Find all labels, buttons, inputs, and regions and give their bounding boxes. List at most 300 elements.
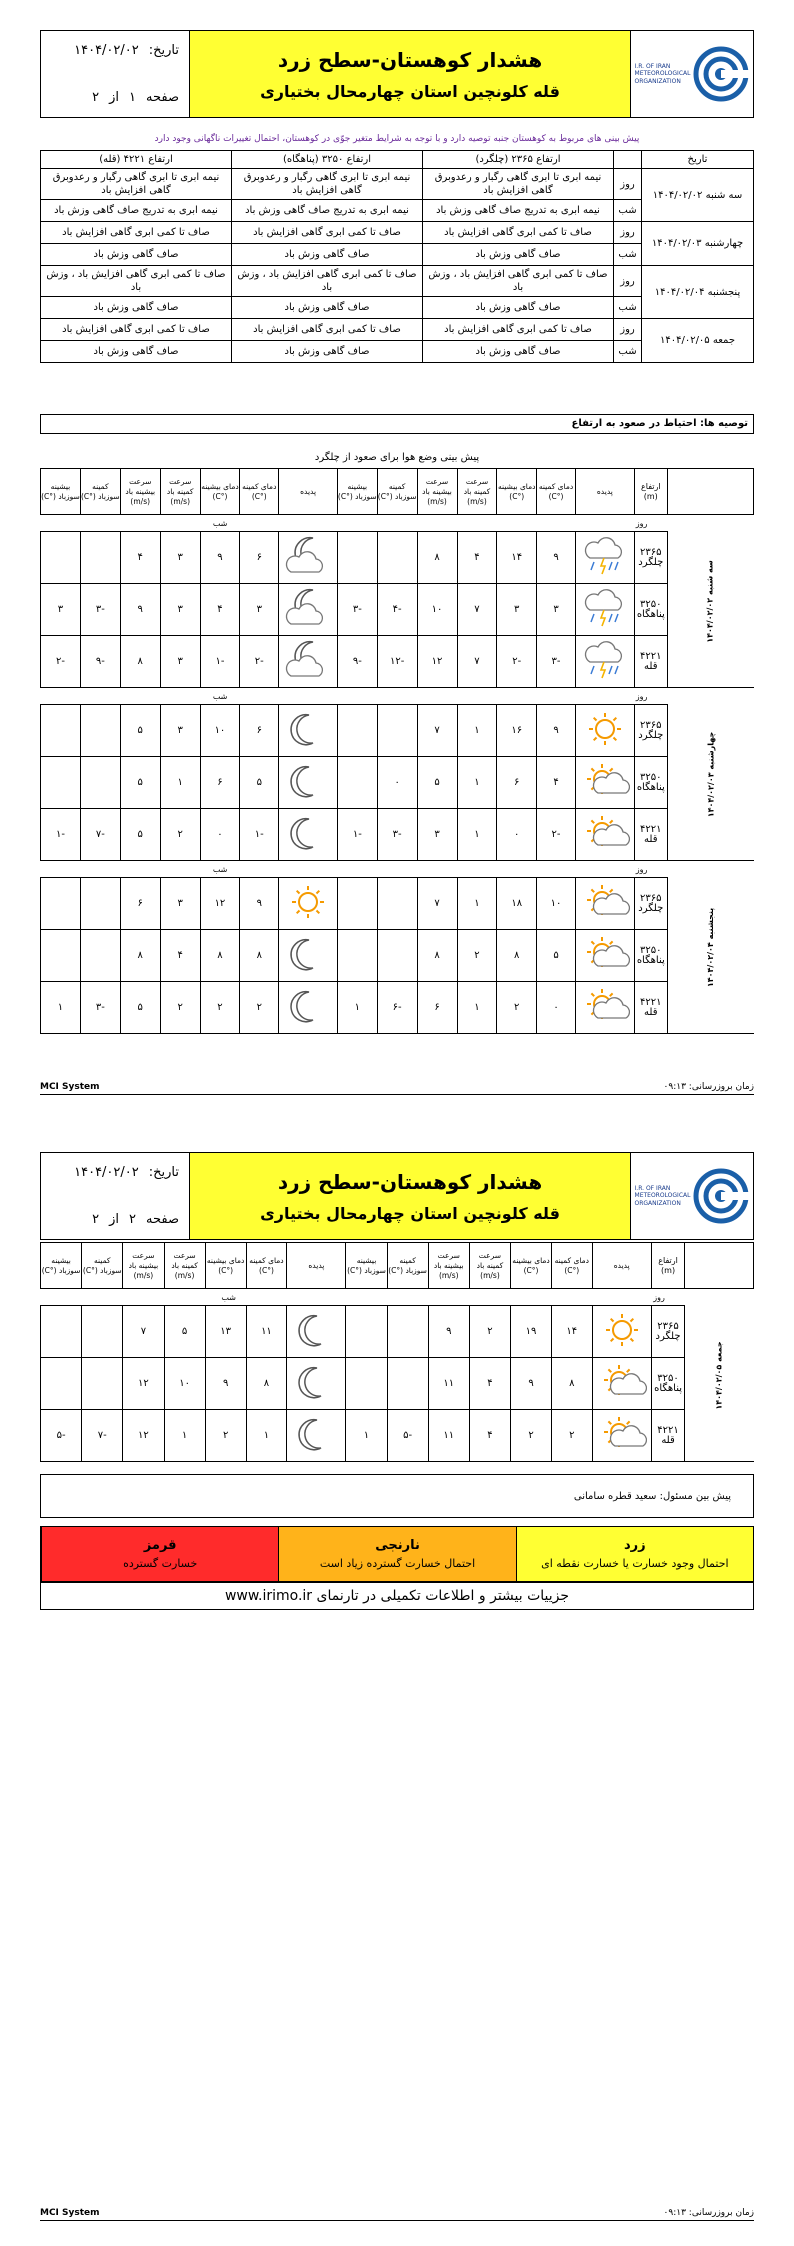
sun-cloud-icon	[576, 809, 635, 861]
page-number: ۱	[129, 90, 137, 105]
forecast-day-label: جمعه ۱۴۰۴/۰۲/۰۵	[714, 1340, 724, 1410]
summary-cell: روز	[614, 222, 642, 244]
night-value: ۳	[160, 878, 200, 930]
forecast-header-day	[685, 1243, 754, 1289]
forecast-header: سرعت بیشینه باد (m/s)	[123, 1243, 164, 1289]
night-value: ۳	[160, 636, 200, 688]
forecast-day	[667, 515, 753, 688]
logo	[630, 1153, 753, 1239]
night-value: -۱	[240, 809, 279, 861]
summary-header: ارتفاع ۴۲۲۱ (قله)	[41, 151, 232, 169]
forecast-day-label: پنجشنبه ۱۴۰۴/۰۲/۰۴	[706, 907, 716, 987]
night-value	[41, 1358, 82, 1410]
summary-date: جمعه ۱۴۰۴/۰۲/۰۵	[642, 319, 754, 363]
summary-cell: صاف گاهی وزش باد	[41, 297, 232, 319]
logo	[630, 31, 753, 117]
night-value: -۷	[82, 1410, 123, 1462]
summary-cell: صاف گاهی وزش باد	[232, 341, 423, 363]
summary-header: تاریخ	[642, 151, 754, 169]
level-name: زرد	[624, 1538, 646, 1553]
sun-cloud-icon	[576, 757, 635, 809]
night-value	[80, 532, 120, 584]
night-value: ۱۲	[200, 878, 240, 930]
summary-cell: صاف تا کمی ابری گاهی افزایش باد ، وزش باد	[41, 266, 232, 297]
forecast-header: دمای کمینه (°C)	[246, 1243, 287, 1289]
level-desc: احتمال وجود خسارت یا خسارت نقطه ای	[541, 1557, 729, 1570]
day-value: ۳	[497, 584, 537, 636]
forecast-day-label: سه شنبه ۱۴۰۴/۰۲/۰۲	[706, 559, 716, 643]
forecast-row	[41, 532, 754, 584]
day-value: ۷	[457, 584, 497, 636]
night-label: شب	[41, 688, 338, 705]
summary-cell: صاف گاهی وزش باد	[232, 297, 423, 319]
moon-icon	[279, 809, 338, 861]
website-link[interactable]: جزییات بیشتر و اطلاعات تکمیلی در تارنمای www.irimo.ir	[40, 1582, 754, 1610]
night-value: ۵	[164, 1306, 205, 1358]
altitude: ۳۲۵۰ پناهگاه	[651, 1358, 685, 1410]
summary-row	[41, 266, 754, 297]
forecast-row	[41, 584, 754, 636]
day-value: ۰	[537, 982, 576, 1034]
night-value: ۵	[120, 982, 160, 1034]
night-value: ۲	[160, 982, 200, 1034]
update-time: زمان بروزرسانی: ۰۹:۱۳	[663, 1082, 754, 1092]
forecast-header: بیشینه سوزباد (°C)	[337, 469, 377, 515]
system-name: MCI System	[40, 1082, 100, 1092]
night-value: ۵	[120, 705, 160, 757]
day-value	[377, 930, 417, 982]
night-value: ۶	[240, 532, 279, 584]
of-word: از	[109, 1212, 120, 1227]
date-value: ۱۴۰۴/۰۲/۰۲	[74, 1165, 139, 1180]
summary-header: ارتفاع ۲۳۶۵ (چلگرد)	[423, 151, 614, 169]
night-value: ۱	[164, 1410, 205, 1462]
altitude: ۲۳۶۵ چلگرد	[634, 705, 667, 757]
storm-icon	[576, 532, 635, 584]
page2-header	[40, 1152, 754, 1240]
forecast-day	[667, 861, 753, 1034]
forecast-row	[41, 982, 754, 1034]
night-value: ۲	[200, 982, 240, 1034]
night-value	[82, 1306, 123, 1358]
forecast-header: دمای بیشینه (°C)	[200, 469, 240, 515]
night-value: ۸	[240, 930, 279, 982]
forecast-header: سرعت بیشینه باد (m/s)	[120, 469, 160, 515]
day-value: ۱	[457, 705, 497, 757]
day-value: ۸	[417, 532, 457, 584]
altitude: ۴۲۲۱ قله	[634, 982, 667, 1034]
day-value: ۸	[417, 930, 457, 982]
forecast-header: پدیده	[592, 1243, 651, 1289]
logo-text: I.R. OF IRAN METEOROLOGICAL ORGANIZATION	[634, 1184, 691, 1207]
forecast-header: دمای کمینه (°C)	[240, 469, 279, 515]
summary-row	[41, 169, 754, 200]
day-value: ۸	[497, 930, 537, 982]
day-value: ۳	[417, 809, 457, 861]
day-value: ۶	[497, 757, 537, 809]
forecast-header: کمینه سوزباد (°C)	[387, 1243, 428, 1289]
page2-footer	[40, 2208, 754, 2221]
page-number: ۲	[129, 1212, 137, 1227]
summary-cell: روز	[614, 266, 642, 297]
day-value: -۱۲	[377, 636, 417, 688]
night-value: -۲	[41, 636, 81, 688]
summary-cell: نیمه ابری به تدریج صاف گاهی وزش باد	[41, 200, 232, 222]
day-value	[346, 1306, 387, 1358]
forecast-row	[41, 636, 754, 688]
summary-cell: نیمه ابری تا ابری گاهی رگبار و رعدوبرق گاهی افزایش باد	[423, 169, 614, 200]
summary-date: چهارشنبه ۱۴۰۴/۰۲/۰۳	[642, 222, 754, 266]
summary-cell: نیمه ابری تا ابری گاهی رگبار و رعدوبرق گاهی افزایش باد	[41, 169, 232, 200]
of-word: از	[109, 90, 120, 105]
night-value: -۷	[80, 809, 120, 861]
altitude: ۴۲۲۱ قله	[634, 809, 667, 861]
level-name: قرمز	[143, 1538, 177, 1553]
day-value: ۱	[346, 1410, 387, 1462]
sun-cloud-icon	[592, 1410, 651, 1462]
night-value	[80, 757, 120, 809]
day-value: ۵	[537, 930, 576, 982]
summary-cell: شب	[614, 341, 642, 363]
sun-cloud-icon	[576, 930, 635, 982]
day-value: ۱	[457, 757, 497, 809]
storm-icon	[576, 636, 635, 688]
night-value: ۱	[160, 757, 200, 809]
night-value: -۹	[80, 636, 120, 688]
storm-icon	[576, 584, 635, 636]
moon-icon	[279, 705, 338, 757]
sun-cloud-icon	[576, 878, 635, 930]
night-value	[80, 878, 120, 930]
summary-cell: صاف تا کمی ابری گاهی افزایش باد	[232, 319, 423, 341]
night-value: ۶	[240, 705, 279, 757]
page-total: ۲	[92, 90, 100, 105]
day-value: ۱	[457, 809, 497, 861]
night-label: شب	[41, 861, 338, 878]
forecast-header: سرعت کمینه باد (m/s)	[457, 469, 497, 515]
summary-cell: روز	[614, 169, 642, 200]
summary-row	[41, 222, 754, 244]
day-night-row	[41, 515, 754, 532]
night-value: -۱	[41, 809, 81, 861]
summary-cell: صاف گاهی وزش باد	[423, 297, 614, 319]
day-value: -۵	[387, 1410, 428, 1462]
night-value	[41, 705, 81, 757]
altitude: ۳۲۵۰ پناهگاه	[634, 757, 667, 809]
summary-cell: صاف گاهی وزش باد	[41, 341, 232, 363]
night-value	[80, 930, 120, 982]
day-value	[346, 1358, 387, 1410]
day-value: ۸	[551, 1358, 592, 1410]
night-value	[82, 1358, 123, 1410]
day-value: -۶	[377, 982, 417, 1034]
day-value: ۱	[337, 982, 377, 1034]
forecast-row	[41, 1306, 754, 1358]
summary-date: پنجشنبه ۱۴۰۴/۰۲/۰۴	[642, 266, 754, 319]
forecast-header: پدیده	[576, 469, 635, 515]
day-value: ۲	[497, 982, 537, 1034]
summary-cell: روز	[614, 319, 642, 341]
day-label: روز	[337, 515, 667, 532]
night-value: ۱۱	[246, 1306, 287, 1358]
night-value: ۲	[205, 1410, 246, 1462]
night-value: ۵	[120, 757, 160, 809]
night-value: ۱	[246, 1410, 287, 1462]
altitude: ۳۲۵۰ پناهگاه	[634, 584, 667, 636]
forecast-day	[685, 1289, 754, 1462]
level-desc: خسارت گسترده	[123, 1557, 198, 1570]
forecast-header: بیشینه سوزباد (°C)	[346, 1243, 387, 1289]
forecast-header-row	[41, 469, 754, 515]
forecast-table-1	[40, 468, 754, 1034]
page1-footer	[40, 1082, 754, 1095]
day-value: ۹	[537, 705, 576, 757]
summary-header: ارتفاع ۳۲۵۰ (پناهگاه)	[232, 151, 423, 169]
page-total: ۲	[92, 1212, 100, 1227]
day-value: ۹	[537, 532, 576, 584]
day-value: ۴	[457, 532, 497, 584]
forecast-header: ارتفاع (m)	[651, 1243, 685, 1289]
irimo-logo-icon	[693, 1168, 749, 1224]
day-value: -۲	[497, 636, 537, 688]
night-value	[41, 878, 81, 930]
day-value	[387, 1358, 428, 1410]
altitude: ۴۲۲۱ قله	[651, 1410, 685, 1462]
day-value	[377, 878, 417, 930]
day-value: -۴	[377, 584, 417, 636]
day-label: روز	[346, 1289, 685, 1306]
forecast-header: سرعت کمینه باد (m/s)	[160, 469, 200, 515]
forecast-header: بیشینه سوزباد (°C)	[41, 1243, 82, 1289]
forecast-header: کمینه سوزباد (°C)	[377, 469, 417, 515]
summary-row	[41, 319, 754, 341]
forecast-header: بیشینه سوزباد (°C)	[41, 469, 81, 515]
night-value: ۸	[246, 1358, 287, 1410]
summary-cell: صاف تا کمی ابری گاهی افزایش باد	[423, 222, 614, 244]
forecast-title: پیش بینی وضع هوا برای صعود از چلگرد	[314, 452, 480, 463]
night-value: -۲	[240, 636, 279, 688]
forecast-row	[41, 757, 754, 809]
altitude: ۲۳۶۵ چلگرد	[634, 532, 667, 584]
night-value: ۲	[160, 809, 200, 861]
night-value: -۳	[80, 584, 120, 636]
night-value: ۳	[160, 705, 200, 757]
day-value: ۳	[537, 584, 576, 636]
day-value: ۹	[428, 1306, 469, 1358]
day-value	[337, 705, 377, 757]
night-value: ۰	[200, 809, 240, 861]
night-value: ۵	[240, 757, 279, 809]
forecast-header: کمینه سوزباد (°C)	[82, 1243, 123, 1289]
day-value: ۱۴	[551, 1306, 592, 1358]
day-value: ۱۸	[497, 878, 537, 930]
forecast-day	[667, 688, 753, 861]
summary-cell: نیمه ابری به تدریج صاف گاهی وزش باد	[423, 200, 614, 222]
summary-cell: نیمه ابری تا ابری گاهی رگبار و رعدوبرق گاهی افزایش باد	[232, 169, 423, 200]
summary-cell: صاف تا کمی ابری گاهی افزایش باد ، وزش باد	[423, 266, 614, 297]
recommendation: توصیه ها: احتیاط در صعود به ارتفاع	[40, 414, 754, 434]
night-value: ۳	[41, 584, 81, 636]
night-value: ۹	[120, 584, 160, 636]
day-value: -۳	[537, 636, 576, 688]
day-value: ۲	[551, 1410, 592, 1462]
warning-level-2	[41, 1527, 278, 1581]
forecast-row	[41, 809, 754, 861]
forecast-header: سرعت بیشینه باد (m/s)	[417, 469, 457, 515]
day-value: ۶	[417, 982, 457, 1034]
summary-cell: صاف گاهی وزش باد	[232, 244, 423, 266]
forecast-header-day	[667, 469, 753, 515]
day-value	[337, 878, 377, 930]
system-name: MCI System	[40, 2208, 100, 2218]
forecast-header: سرعت کمینه باد (m/s)	[164, 1243, 205, 1289]
summary-cell: صاف گاهی وزش باد	[41, 244, 232, 266]
day-value: ۱۱	[428, 1358, 469, 1410]
day-value: ۱۰	[537, 878, 576, 930]
forecast-header: دمای بیشینه (°C)	[205, 1243, 246, 1289]
night-value: ۴	[160, 930, 200, 982]
altitude: ۲۳۶۵ چلگرد	[634, 878, 667, 930]
level-name: نارنجی	[375, 1538, 420, 1553]
page-title: هشدار کوهستان-سطح زرد	[277, 47, 543, 72]
summary-table	[40, 150, 754, 363]
day-value: ۱	[457, 878, 497, 930]
moon-icon	[287, 1306, 346, 1358]
day-label: روز	[337, 861, 667, 878]
forecast-row	[41, 1358, 754, 1410]
summary-cell: صاف تا کمی ابری گاهی افزایش باد	[41, 222, 232, 244]
night-value	[41, 1306, 82, 1358]
forecast-header: دمای کمینه (°C)	[551, 1243, 592, 1289]
night-value: ۹	[205, 1358, 246, 1410]
level-desc: احتمال خسارت گسترده زیاد است	[319, 1557, 476, 1570]
summary-header	[614, 151, 642, 169]
summary-cell: نیمه ابری به تدریج صاف گاهی وزش باد	[232, 200, 423, 222]
night-value	[80, 705, 120, 757]
summary-cell: صاف گاهی وزش باد	[423, 244, 614, 266]
night-value: ۱۰	[200, 705, 240, 757]
day-value: ۱۶	[497, 705, 537, 757]
summary-header-row	[41, 151, 754, 169]
summary-cell: صاف گاهی وزش باد	[423, 341, 614, 363]
forecast-table-2	[40, 1242, 754, 1462]
forecast-header: پدیده	[279, 469, 338, 515]
sun-icon	[576, 705, 635, 757]
disclaimer-note: پیش بینی های مربوط به کوهستان جنبه توصیه دارد و با توجه به شرایط متغیر جوّی در کوهستان، احتمال تغییرات ناگهانی وجود دارد	[154, 134, 640, 144]
day-value: ۱	[457, 982, 497, 1034]
day-value: ۱۹	[511, 1306, 552, 1358]
forecast-header: کمینه سوزباد (°C)	[80, 469, 120, 515]
night-value: ۷	[123, 1306, 164, 1358]
summary-date: سه شنبه ۱۴۰۴/۰۲/۰۲	[642, 169, 754, 222]
page-subtitle: قله کلونچین استان چهارمحال بختیاری	[260, 81, 560, 101]
day-value: -۲	[537, 809, 576, 861]
day-night-row	[41, 688, 754, 705]
altitude: ۳۲۵۰ پناهگاه	[634, 930, 667, 982]
night-value: ۹	[200, 532, 240, 584]
warning-level-1	[278, 1527, 515, 1581]
day-value: ۲	[469, 1306, 510, 1358]
day-value: ۱۱	[428, 1410, 469, 1462]
day-value: -۳	[337, 584, 377, 636]
forecast-row	[41, 930, 754, 982]
forecast-row	[41, 878, 754, 930]
forecast-row	[41, 1410, 754, 1462]
summary-cell: صاف تا کمی ابری گاهی افزایش باد	[232, 222, 423, 244]
summary-cell: صاف تا کمی ابری گاهی افزایش باد ، وزش باد	[232, 266, 423, 297]
night-value: ۱۲	[123, 1358, 164, 1410]
forecast-header: سرعت کمینه باد (m/s)	[469, 1243, 510, 1289]
moon-icon	[287, 1358, 346, 1410]
night-value: ۳	[240, 584, 279, 636]
day-value: ۵	[417, 757, 457, 809]
page-word: صفحه	[146, 1212, 179, 1227]
night-value	[41, 532, 81, 584]
day-value	[337, 757, 377, 809]
summary-cell: صاف تا کمی ابری گاهی افزایش باد	[41, 319, 232, 341]
day-value: ۲	[511, 1410, 552, 1462]
summary-cell: شب	[614, 200, 642, 222]
day-value: ۱۲	[417, 636, 457, 688]
night-value: ۹	[240, 878, 279, 930]
page-subtitle: قله کلونچین استان چهارمحال بختیاری	[260, 1203, 560, 1223]
night-value: ۳	[160, 584, 200, 636]
moon-cloud-icon	[279, 636, 338, 688]
day-value: -۱	[337, 809, 377, 861]
day-night-row	[41, 861, 754, 878]
irimo-logo-icon	[693, 46, 749, 102]
summary-cell: شب	[614, 297, 642, 319]
night-label: شب	[41, 515, 338, 532]
night-value: ۴	[120, 532, 160, 584]
warning-levels	[40, 1526, 754, 1582]
summary-cell: شب	[614, 244, 642, 266]
altitude: ۴۲۲۱ قله	[634, 636, 667, 688]
night-value: ۱۰	[164, 1358, 205, 1410]
forecast-header: ارتفاع (m)	[634, 469, 667, 515]
night-value	[41, 930, 81, 982]
forecast-day-label: چهارشنبه ۱۴۰۴/۰۲/۰۳	[706, 731, 716, 817]
logo-text: I.R. OF IRAN METEOROLOGICAL ORGANIZATION	[634, 62, 691, 85]
day-value: ۷	[417, 878, 457, 930]
forecast-header: دمای کمینه (°C)	[537, 469, 576, 515]
forecast-header: دمای بیشینه (°C)	[511, 1243, 552, 1289]
forecast-header: پدیده	[287, 1243, 346, 1289]
sun-cloud-icon	[576, 982, 635, 1034]
moon-cloud-icon	[279, 532, 338, 584]
night-value: ۱۳	[205, 1306, 246, 1358]
night-value: ۸	[200, 930, 240, 982]
day-value	[377, 705, 417, 757]
day-value: -۳	[377, 809, 417, 861]
sun-icon	[592, 1306, 651, 1358]
day-value: ۹	[511, 1358, 552, 1410]
moon-icon	[279, 982, 338, 1034]
night-value: ۴	[200, 584, 240, 636]
day-value: ۴	[469, 1410, 510, 1462]
night-value	[41, 757, 81, 809]
day-value	[377, 532, 417, 584]
day-value: ۰	[497, 809, 537, 861]
date-value: ۱۴۰۴/۰۲/۰۲	[74, 43, 139, 58]
day-value: ۷	[457, 636, 497, 688]
forecast-header: سرعت بیشینه باد (m/s)	[428, 1243, 469, 1289]
day-value: ۷	[417, 705, 457, 757]
day-value	[337, 930, 377, 982]
page-word: صفحه	[146, 90, 179, 105]
day-value	[337, 532, 377, 584]
day-value: ۴	[537, 757, 576, 809]
